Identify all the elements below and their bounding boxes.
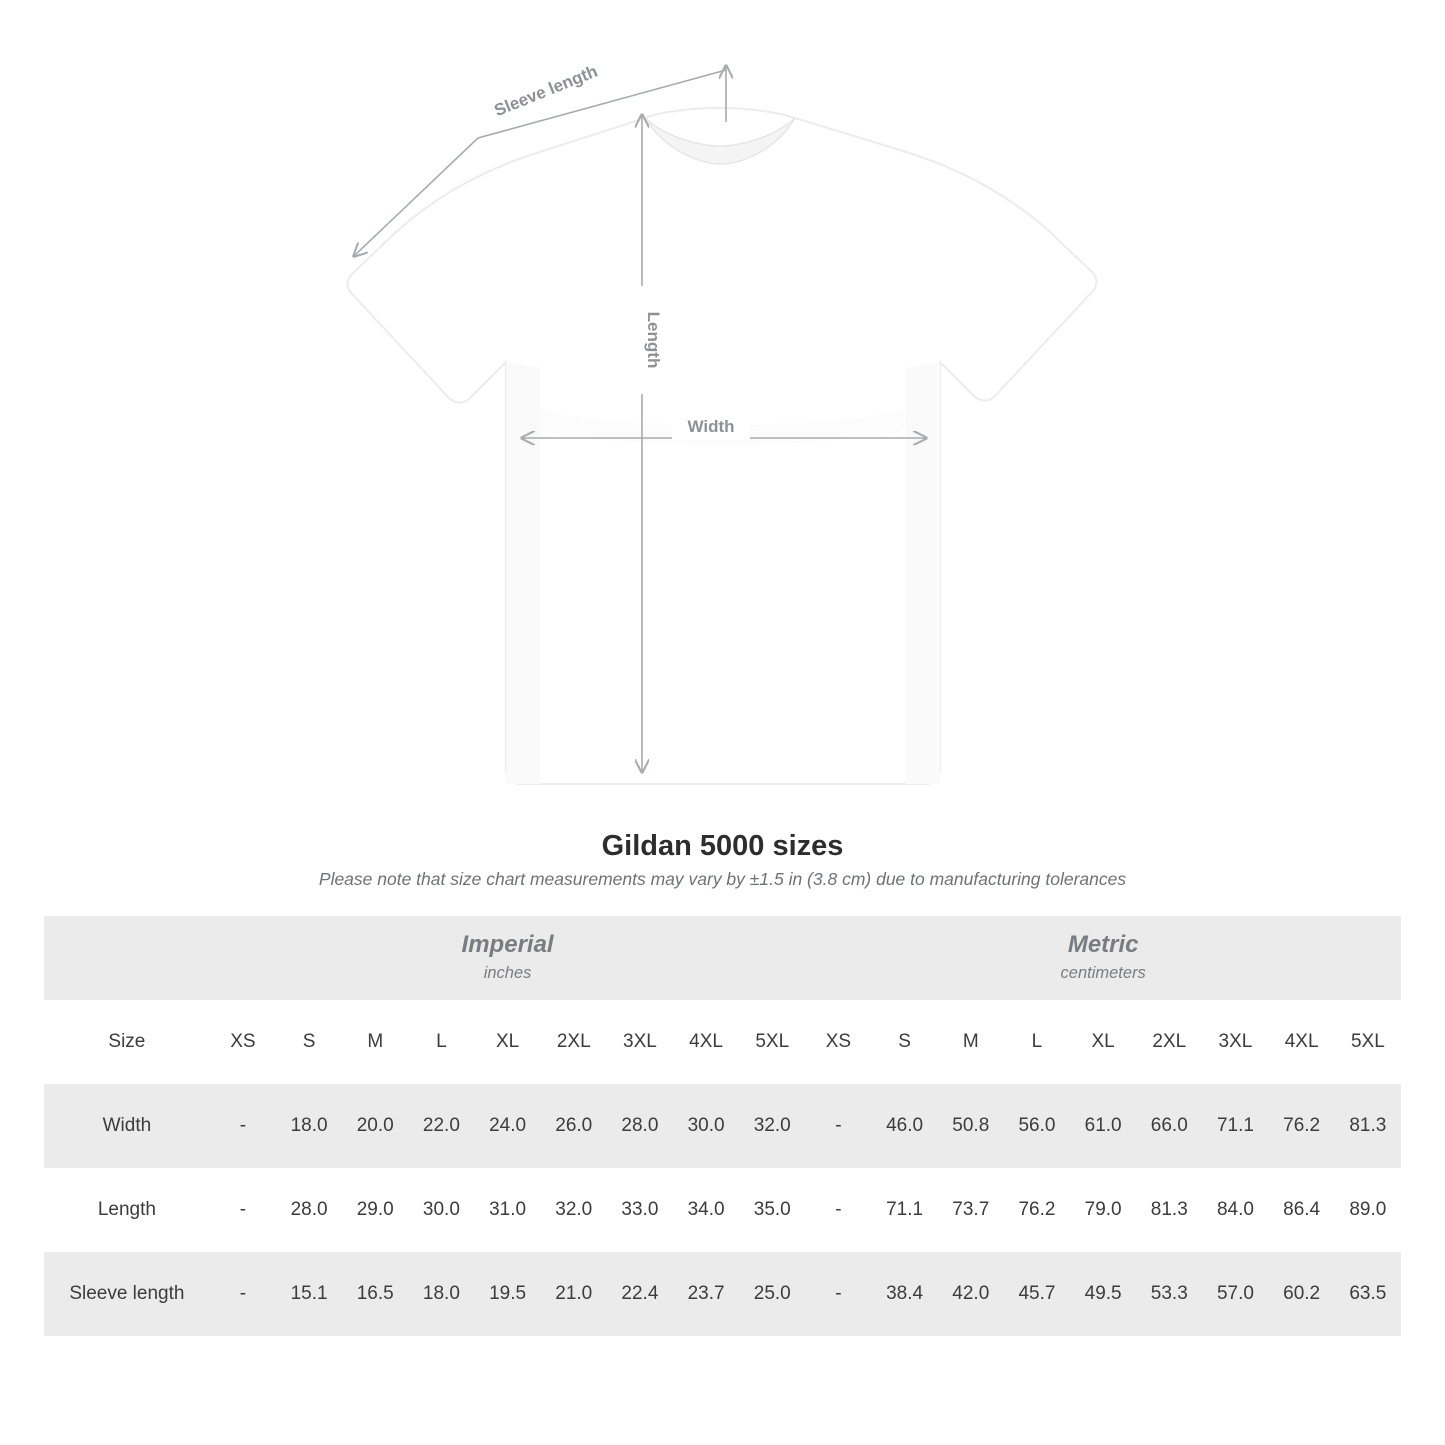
- width-imperial-5xl: 32.0: [739, 1084, 805, 1168]
- unit-header-spacer: [44, 916, 210, 1000]
- size-header-imperial-m: M: [342, 1000, 408, 1084]
- sleeve-metric-3xl: 57.0: [1202, 1252, 1268, 1336]
- sleeve-metric-xs: -: [805, 1252, 871, 1336]
- unit-group-imperial-name: Imperial: [461, 930, 554, 958]
- unit-group-header-row: [44, 916, 1401, 1000]
- size-header-metric-xl: XL: [1070, 1000, 1136, 1084]
- size-header-imperial-xl: XL: [474, 1000, 540, 1084]
- length-metric-4xl: 86.4: [1269, 1168, 1335, 1252]
- sleeve-imperial-xl: 19.5: [474, 1252, 540, 1336]
- width-imperial-xl: 24.0: [474, 1084, 540, 1168]
- size-header-metric-xs: XS: [805, 1000, 871, 1084]
- table-row-width: [44, 1084, 1401, 1168]
- sleeve-metric-4xl: 60.2: [1269, 1252, 1335, 1336]
- size-header-metric-3xl: 3XL: [1202, 1000, 1268, 1084]
- sleeve-metric-2xl: 53.3: [1136, 1252, 1202, 1336]
- size-table: [44, 916, 1401, 1336]
- unit-group-metric-name: Metric: [1067, 930, 1139, 958]
- unit-group-imperial: [210, 916, 806, 1000]
- width-metric-s: 46.0: [872, 1084, 938, 1168]
- length-metric-m: 73.7: [938, 1168, 1004, 1252]
- width-label: Width: [687, 417, 735, 436]
- width-metric-xl: 61.0: [1070, 1084, 1136, 1168]
- sleeve-metric-l: 45.7: [1004, 1252, 1070, 1336]
- sleeve-metric-xl: 49.5: [1070, 1252, 1136, 1336]
- length-label: Length: [644, 311, 663, 369]
- width-metric-4xl: 76.2: [1269, 1084, 1335, 1168]
- sleeve-length-label: Sleeve length: [491, 61, 601, 121]
- width-metric-m: 50.8: [938, 1084, 1004, 1168]
- unit-group-metric: [805, 916, 1401, 1000]
- size-header-imperial-xs: XS: [210, 1000, 276, 1084]
- sleeve-imperial-5xl: 25.0: [739, 1252, 805, 1336]
- width-imperial-m: 20.0: [342, 1084, 408, 1168]
- size-header-imperial-5xl: 5XL: [739, 1000, 805, 1084]
- length-imperial-xs: -: [210, 1168, 276, 1252]
- sleeve-metric-m: 42.0: [938, 1252, 1004, 1336]
- length-metric-5xl: 89.0: [1335, 1168, 1401, 1252]
- row-label-width: Width: [44, 1084, 210, 1168]
- width-imperial-4xl: 30.0: [673, 1084, 739, 1168]
- width-imperial-s: 18.0: [276, 1084, 342, 1168]
- table-row-sleeve-length: [44, 1252, 1401, 1336]
- size-header-imperial-s: S: [276, 1000, 342, 1084]
- size-header-imperial-2xl: 2XL: [541, 1000, 607, 1084]
- page-title: Gildan 5000 sizes: [601, 830, 844, 862]
- size-header-row: [44, 1000, 1401, 1084]
- table-row-length: [44, 1168, 1401, 1252]
- size-header-imperial-3xl: 3XL: [607, 1000, 673, 1084]
- sleeve-metric-s: 38.4: [872, 1252, 938, 1336]
- length-imperial-xl: 31.0: [474, 1168, 540, 1252]
- sleeve-imperial-4xl: 23.7: [673, 1252, 739, 1336]
- size-header-metric-l: L: [1004, 1000, 1070, 1084]
- row-label-length: Length: [44, 1168, 210, 1252]
- unit-group-imperial-unit: inches: [483, 963, 532, 982]
- size-header-metric-4xl: 4XL: [1269, 1000, 1335, 1084]
- length-imperial-l: 30.0: [408, 1168, 474, 1252]
- size-header-metric-m: M: [938, 1000, 1004, 1084]
- width-metric-3xl: 71.1: [1202, 1084, 1268, 1168]
- sleeve-imperial-m: 16.5: [342, 1252, 408, 1336]
- size-header-imperial-l: L: [408, 1000, 474, 1084]
- tolerance-note: Please note that size chart measurements may vary by ±1.5 in (3.8 cm) due to manufacturing tolerances: [318, 869, 1127, 889]
- length-imperial-2xl: 32.0: [541, 1168, 607, 1252]
- size-table-wrapper: [0, 916, 1445, 1336]
- size-header-metric-2xl: 2XL: [1136, 1000, 1202, 1084]
- size-header-metric-5xl: 5XL: [1335, 1000, 1401, 1084]
- length-metric-l: 76.2: [1004, 1168, 1070, 1252]
- width-imperial-l: 22.0: [408, 1084, 474, 1168]
- length-imperial-3xl: 33.0: [607, 1168, 673, 1252]
- width-metric-5xl: 81.3: [1335, 1084, 1401, 1168]
- length-imperial-4xl: 34.0: [673, 1168, 739, 1252]
- width-metric-2xl: 66.0: [1136, 1084, 1202, 1168]
- unit-group-metric-unit: centimeters: [1060, 963, 1146, 982]
- sleeve-imperial-xs: -: [210, 1252, 276, 1336]
- row-label-sleeve-length: Sleeve length: [44, 1252, 210, 1336]
- length-metric-xl: 79.0: [1070, 1168, 1136, 1252]
- width-metric-xs: -: [805, 1084, 871, 1168]
- length-imperial-5xl: 35.0: [739, 1168, 805, 1252]
- sleeve-imperial-2xl: 21.0: [541, 1252, 607, 1336]
- length-metric-xs: -: [805, 1168, 871, 1252]
- length-imperial-s: 28.0: [276, 1168, 342, 1252]
- length-metric-s: 71.1: [872, 1168, 938, 1252]
- size-header-imperial-4xl: 4XL: [673, 1000, 739, 1084]
- width-imperial-xs: -: [210, 1084, 276, 1168]
- width-metric-l: 56.0: [1004, 1084, 1070, 1168]
- sleeve-imperial-3xl: 22.4: [607, 1252, 673, 1336]
- sleeve-metric-5xl: 63.5: [1335, 1252, 1401, 1336]
- sleeve-imperial-l: 18.0: [408, 1252, 474, 1336]
- sleeve-imperial-s: 15.1: [276, 1252, 342, 1336]
- size-header-metric-s: S: [872, 1000, 938, 1084]
- tshirt-shape: [348, 108, 1097, 784]
- length-metric-3xl: 84.0: [1202, 1168, 1268, 1252]
- size-header-label: Size: [44, 1000, 210, 1084]
- width-imperial-3xl: 28.0: [607, 1084, 673, 1168]
- length-metric-2xl: 81.3: [1136, 1168, 1202, 1252]
- width-imperial-2xl: 26.0: [541, 1084, 607, 1168]
- length-imperial-m: 29.0: [342, 1168, 408, 1252]
